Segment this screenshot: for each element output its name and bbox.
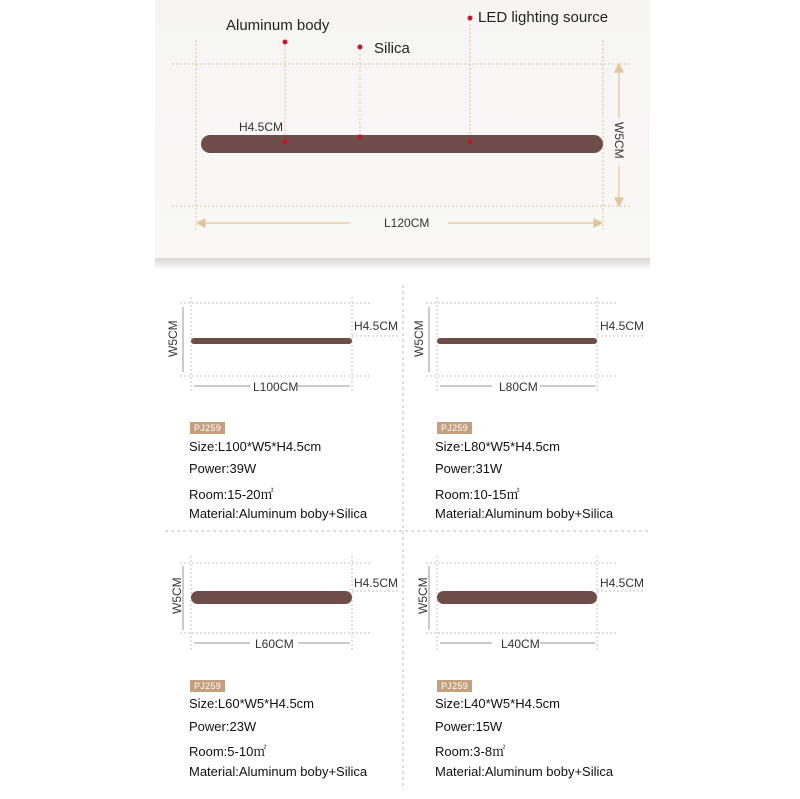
product-2-bar: [437, 338, 597, 344]
product-4-code-tag: PJ259: [437, 680, 472, 692]
product-1-width-label: W5CM: [166, 320, 180, 357]
product-3-code-tag: PJ259: [190, 680, 225, 692]
product-1-length-label: L100CM: [253, 380, 299, 394]
silica-dot-bar: [358, 135, 363, 140]
silica-dot-top: [358, 45, 363, 50]
callout-led-source: LED lighting source: [478, 9, 609, 26]
product-3-material: Material:Aluminum boby+Silica: [189, 764, 368, 779]
product-2-power: Power:31W: [435, 461, 503, 476]
product-2-length-label: L80CM: [499, 380, 538, 394]
product-4-material: Material:Aluminum boby+Silica: [435, 764, 614, 779]
product-4-power: Power:15W: [435, 719, 503, 734]
width-arrowhead-down: [615, 198, 623, 206]
product-3-size: Size:L60*W5*H4.5cm: [189, 696, 314, 711]
aluminum-dot-bar: [283, 140, 288, 145]
main-length-label: L120CM: [384, 216, 430, 230]
product-3-power: Power:23W: [189, 719, 257, 734]
aluminum-dot-top: [283, 40, 288, 45]
product-2-code-tag: PJ259: [437, 422, 472, 434]
callout-aluminum-body: Aluminum body: [226, 17, 330, 34]
product-4-room: Room:3-8㎡: [435, 744, 506, 759]
product-1-room: Room:15-20㎡: [189, 487, 274, 502]
product-4-width-label: W5CM: [416, 577, 430, 614]
product-2-size: Size:L80*W5*H4.5cm: [435, 439, 560, 454]
led-dot-top: [468, 16, 473, 21]
led-dot-bar: [468, 140, 473, 145]
product-1-code-tag: PJ259: [190, 422, 225, 434]
product-4-size: Size:L40*W5*H4.5cm: [435, 696, 560, 711]
product-1-height-label: H4.5CM: [354, 319, 399, 333]
width-arrowhead-up: [615, 64, 623, 72]
callout-silica: Silica: [374, 40, 410, 57]
main-lamp-bar: [201, 135, 603, 153]
product-3-bar: [191, 591, 352, 604]
main-height-label: H4.5CM: [239, 120, 284, 134]
product-1-material: Material:Aluminum boby+Silica: [189, 506, 368, 521]
product-4-bar: [437, 591, 597, 604]
product-2-material: Material:Aluminum boby+Silica: [435, 506, 614, 521]
product-2-room: Room:10-15㎡: [435, 487, 520, 502]
product-1-bar: [191, 338, 352, 344]
product-1-size: Size:L100*W5*H4.5cm: [189, 439, 322, 454]
length-arrowhead-right: [594, 219, 602, 227]
product-1-power: Power:39W: [189, 461, 257, 476]
product-3-room: Room:5-10㎡: [189, 744, 267, 759]
product-2-width-label: W5CM: [412, 320, 426, 357]
main-width-label: W5CM: [612, 122, 626, 159]
product-3-length-label: L60CM: [255, 637, 294, 651]
product-3-height-label: H4.5CM: [354, 576, 399, 590]
length-arrowhead-left: [197, 219, 205, 227]
product-4-length-label: L40CM: [501, 637, 540, 651]
product-3-width-label: W5CM: [170, 577, 184, 614]
product-2-height-label: H4.5CM: [600, 319, 645, 333]
product-4-height-label: H4.5CM: [600, 576, 645, 590]
